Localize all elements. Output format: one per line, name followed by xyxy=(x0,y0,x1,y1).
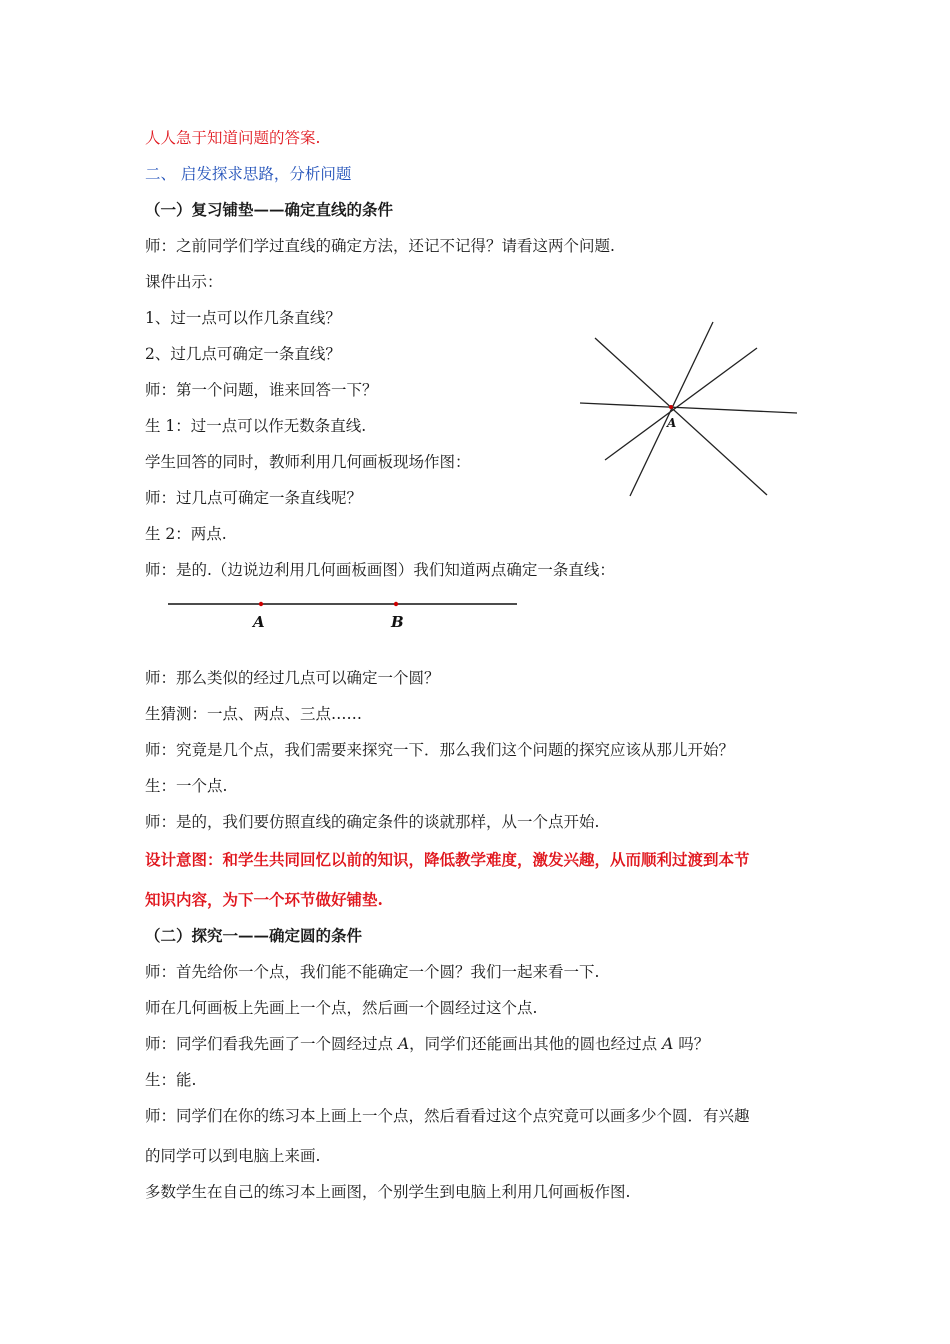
text-line: 师：究竟是几个点，我们需要来探究一下．那么我们这个问题的探究应该从那儿开始？ xyxy=(145,741,735,759)
design-intent: 设计意图：和学生共同回忆以前的知识，降低教学难度，激发兴趣，从而顺利过渡到本节 xyxy=(145,850,750,869)
text-line: 生：能. xyxy=(145,1071,197,1089)
text-line: 师：之前同学们学过直线的确定方法，还记不记得？请看这两个问题. xyxy=(145,237,615,255)
text-line: 生 1：过一点可以作无数条直线. xyxy=(145,417,367,435)
text-line: 人人急于知道问题的答案. xyxy=(145,129,321,147)
point-b-dot xyxy=(394,602,398,606)
text-line: 师：第一个问题，谁来回答一下？ xyxy=(145,381,378,399)
text-line: 1、过一点可以作几条直线？ xyxy=(145,309,341,327)
text-line: 师：首先给你一个点，我们能不能确定一个圆？我们一起来看一下. xyxy=(145,963,600,981)
text-line: 多数学生在自己的练习本上画图，个别学生到电脑上利用几何画板作图. xyxy=(145,1183,631,1201)
subsection-heading: （二）探究一——确定圆的条件 xyxy=(145,926,363,945)
point-a-label: A xyxy=(667,416,677,430)
text-line: 师：那么类似的经过几点可以确定一个圆？ xyxy=(145,669,440,687)
text-line: 师：是的.（边说边利用几何画板画图）我们知道两点确定一条直线： xyxy=(145,561,615,579)
text-line: 师：同学们看我先画了一个圆经过点 A，同学们还能画出其他的圆也经过点 A 吗？ xyxy=(145,1035,710,1053)
text-line: 生猜测：一点、两点、三点…… xyxy=(145,705,363,723)
text-line: 师：过几点可确定一条直线呢？ xyxy=(145,489,363,507)
text-line: 生：一个点. xyxy=(145,777,228,795)
text-line: 2、过几点可确定一条直线？ xyxy=(145,345,341,363)
point-b-label: B xyxy=(391,613,404,631)
point-a-label: A xyxy=(253,613,265,631)
two-points-line-figure xyxy=(160,592,525,637)
lines-through-point-figure xyxy=(575,318,805,503)
subsection-heading: （一）复习铺垫——确定直线的条件 xyxy=(145,200,394,219)
design-intent: 知识内容，为下一个环节做好铺垫. xyxy=(145,890,383,909)
text-line: 师在几何画板上先画上一个点，然后画一个圆经过这个点. xyxy=(145,999,538,1017)
text-line: 的同学可以到电脑上来画. xyxy=(145,1147,321,1165)
figure-line xyxy=(605,348,757,460)
figure-line xyxy=(595,338,767,495)
point-a-dot xyxy=(259,602,263,606)
figure-line xyxy=(580,403,797,413)
text-line: 课件出示： xyxy=(145,273,223,291)
text-line: 师：同学们在你的练习本上画上一个点，然后看看过这个点究竟可以画多少个圆．有兴趣 xyxy=(145,1107,750,1125)
section-heading: 二、 启发探求思路，分析问题 xyxy=(145,165,352,183)
point-a-dot xyxy=(669,405,673,409)
text-line: 师：是的，我们要仿照直线的确定条件的谈就那样，从一个点开始. xyxy=(145,813,600,831)
text-line: 生 2：两点. xyxy=(145,525,227,543)
text-line: 学生回答的同时，教师利用几何画板现场作图： xyxy=(145,453,471,471)
